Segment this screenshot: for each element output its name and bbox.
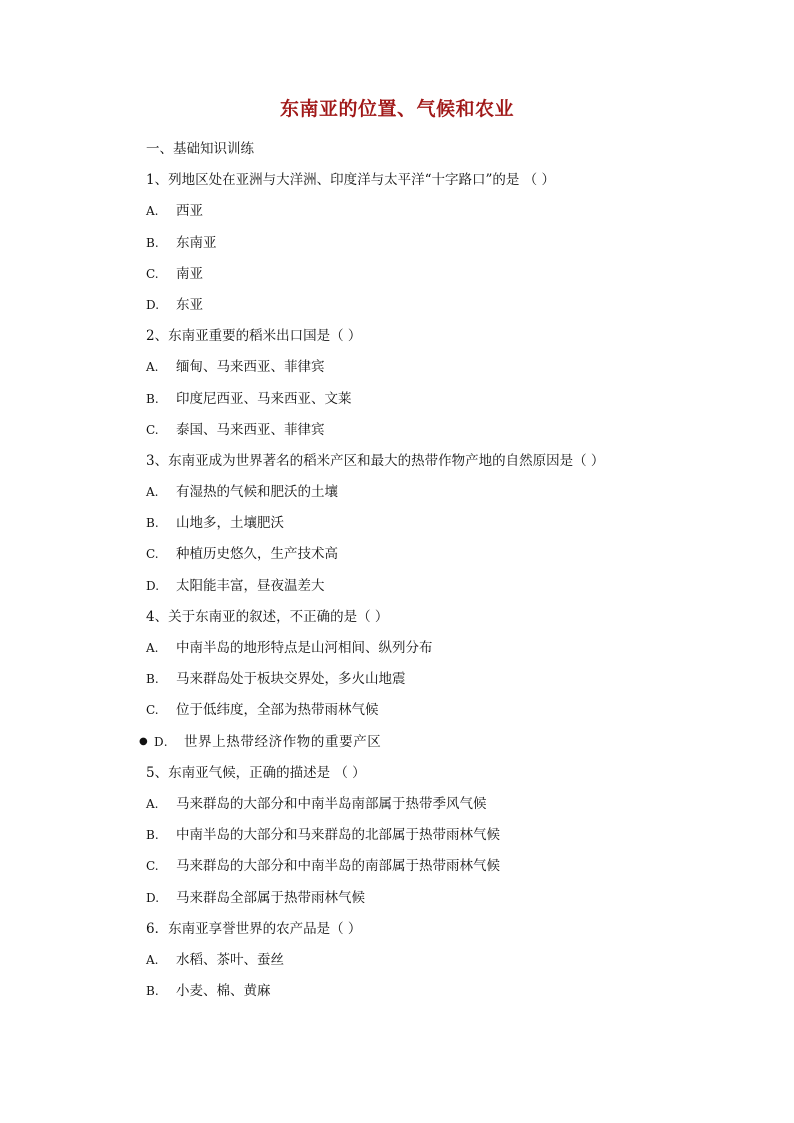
option-text: 南亚: [176, 265, 203, 282]
option-letter: C.: [146, 547, 159, 562]
option-text: 小麦、棉、黄麻: [176, 983, 271, 1000]
question-3-option-c: [146, 543, 706, 574]
option-letter: A.: [146, 641, 159, 655]
document-body: [139, 138, 706, 1011]
option-text: 马来群岛全部属于热带雨林气候: [176, 889, 365, 906]
question-2-stem: 2、东南亚重要的稻米出口国是（ ）: [146, 328, 362, 345]
option-text: 泰国、马来西亚、菲律宾: [176, 421, 325, 438]
question-6-option-a: [146, 949, 706, 980]
question-6-option-b: [146, 980, 706, 1011]
question-3-stem: 3、东南亚成为世界著名的稻米产区和最大的热带作物产地的自然原因是（ ）: [146, 452, 605, 469]
option-letter: A.: [146, 952, 159, 967]
question-4-option-c: [146, 699, 706, 730]
section-heading: 一、基础知识训练: [146, 141, 254, 157]
option-text: 位于低纬度，全部为热带雨林气候: [176, 702, 379, 719]
question-5-stem: 5、东南亚气候，正确的描述是 （ ）: [146, 764, 366, 781]
question-5-option-d: [146, 887, 706, 918]
option-text: 马来群岛的大部分和中南半岛的南部属于热带雨林气候: [176, 858, 500, 875]
question-3-option-b: [146, 512, 706, 543]
question-3-option-a: [146, 481, 706, 512]
document-title: 东南亚的位置、气候和农业: [279, 98, 514, 120]
question-4-option-d: [139, 731, 706, 762]
question-3-option-d: [146, 575, 706, 606]
question-1-stem: 1、列地区处在亚洲与大洋洲、印度洋与太平洋“十字路口”的是 （ ）: [146, 172, 555, 189]
option-letter: C.: [146, 859, 159, 874]
option-text: 有湿热的气候和肥沃的土壤: [176, 484, 338, 501]
option-letter: D.: [146, 890, 160, 905]
option-letter: A.: [146, 360, 159, 375]
question-2-option-b: [146, 388, 706, 419]
option-letter: D.: [146, 297, 160, 312]
question-1-option-c: [146, 263, 706, 294]
option-text: 山地多，土壤肥沃: [176, 515, 284, 532]
option-text: 马来群岛的大部分和中南半岛南部属于热带季风气候: [176, 795, 487, 812]
option-text: 中南半岛的大部分和马来群岛的北部属于热带雨林气候: [176, 827, 500, 844]
option-letter: A.: [146, 796, 159, 811]
question-4-stem: 4、关于东南亚的叙述，不正确的是（ ）: [146, 608, 389, 625]
option-letter: A.: [146, 485, 159, 500]
option-text: 中南半岛的地形特点是山河相间、纵列分布: [176, 640, 433, 656]
question-5-option-a: [146, 793, 706, 824]
option-text: 东亚: [176, 296, 203, 313]
option-text: 世界上热带经济作物的重要产区: [184, 733, 382, 750]
option-text: 水稻、茶叶、蚕丝: [176, 951, 284, 968]
question-6-stem: 6．东南亚享誉世界的农产品是（ ）: [146, 920, 362, 937]
question-1-option-b: [146, 232, 706, 263]
option-letter: C.: [146, 422, 159, 437]
option-letter: B.: [146, 391, 159, 406]
question-2-option-c: [146, 419, 706, 450]
option-text: 种植历史悠久，生产技术高: [176, 546, 338, 563]
option-text: 东南亚: [176, 234, 217, 251]
option-letter: B.: [146, 235, 159, 250]
option-letter: B.: [146, 516, 159, 531]
option-letter: B.: [146, 828, 159, 843]
option-letter: C.: [146, 703, 159, 718]
option-letter: A.: [146, 204, 159, 219]
option-text: 缅甸、马来西亚、菲律宾: [176, 359, 325, 376]
question-1-option-d: [146, 294, 706, 325]
question-1-option-a: [146, 200, 706, 231]
question-4-option-b: [146, 668, 706, 699]
option-letter: B.: [146, 672, 159, 687]
bullet-icon: ●: [139, 735, 149, 747]
option-letter: B.: [146, 984, 159, 999]
question-5-option-c: [146, 855, 706, 886]
option-letter: D.: [146, 578, 160, 593]
question-5-option-b: [146, 824, 706, 855]
option-text: 西亚: [176, 203, 203, 220]
option-letter: C.: [146, 266, 159, 281]
question-4-option-a: [146, 637, 706, 668]
option-text: 马来群岛处于板块交界处，多火山地震: [176, 671, 406, 688]
option-letter: D.: [154, 734, 169, 749]
option-text: 印度尼西亚、马来西亚、文莱: [176, 390, 352, 407]
question-2-option-a: [146, 356, 706, 387]
option-text: 太阳能丰富，昼夜温差大: [176, 577, 325, 594]
